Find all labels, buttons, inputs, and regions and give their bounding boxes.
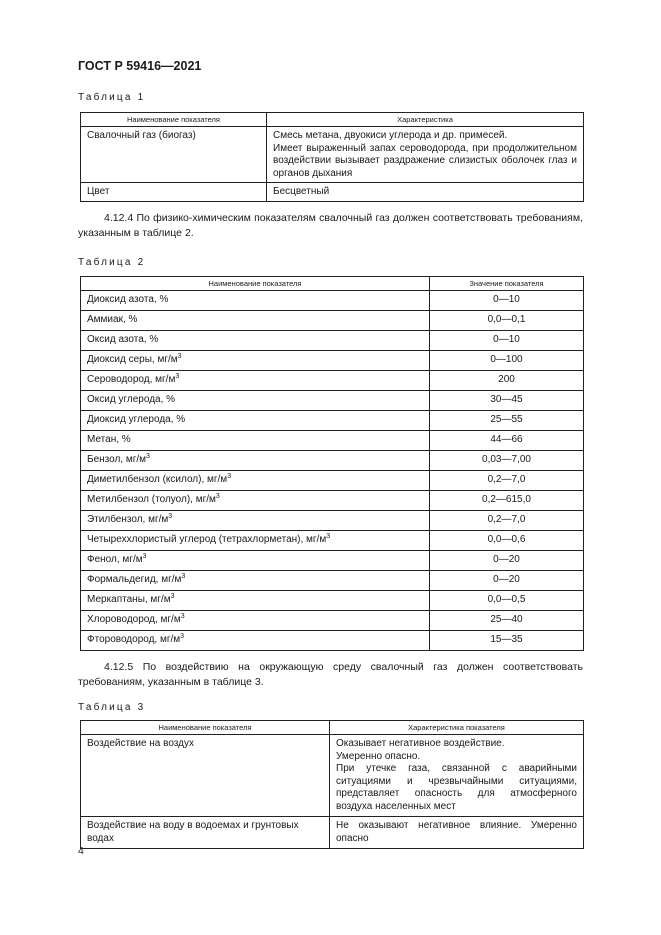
indicator-name-text: Диоксид углерода, % xyxy=(87,414,186,426)
indicator-name: Свалочный газ (биогаз) xyxy=(81,127,267,183)
table-row xyxy=(81,451,584,471)
indicator-value: 0—10 xyxy=(430,291,584,311)
table-row xyxy=(81,391,584,411)
table-row xyxy=(81,735,584,817)
indicator-name-text: Меркаптаны, мг/м xyxy=(87,594,171,606)
characteristic-cell xyxy=(267,127,584,183)
indicator-value: 25—40 xyxy=(430,611,584,631)
unit-exponent: 3 xyxy=(175,373,180,381)
table-1-label: Таблица 1 xyxy=(78,92,146,103)
unit-exponent: 3 xyxy=(168,513,173,521)
characteristic-line: Бесцветный xyxy=(273,186,330,197)
page-number: 4 xyxy=(78,845,84,857)
indicator-name: Воздействие на воду в водоемах и грунтовых водах xyxy=(81,817,330,849)
table-header-row xyxy=(81,277,584,291)
indicator-value: 0—20 xyxy=(430,571,584,591)
unit-exponent: 3 xyxy=(146,453,150,461)
unit-exponent: 3 xyxy=(227,473,232,481)
indicator-value: 0—10 xyxy=(430,331,584,351)
unit-exponent: 3 xyxy=(215,493,220,501)
indicator-name xyxy=(81,291,430,311)
table-row xyxy=(81,571,584,591)
indicator-name-text: Метилбензол (толуол), мг/м xyxy=(87,494,216,506)
indicator-name-text: Фтороводород, мг/м xyxy=(87,634,181,646)
indicator-value: 0,0—0,5 xyxy=(430,591,584,611)
paragraph-4-12-5: 4.12.5 По воздействию на окружающую среду свалочный газ должен соответствовать требованиям, указанным в таблице 3. xyxy=(78,661,583,688)
table-row xyxy=(81,611,584,631)
table-row xyxy=(81,411,584,431)
indicator-name-text: Хлороводород, мг/м xyxy=(87,614,181,626)
indicator-name xyxy=(81,331,430,351)
indicator-name-text: Диоксид азота, % xyxy=(87,294,169,306)
unit-exponent: 3 xyxy=(180,613,185,621)
unit-exponent: 3 xyxy=(326,533,331,541)
table-2-label: Таблица 2 xyxy=(78,257,146,268)
table-3-label: Таблица 3 xyxy=(78,702,146,713)
column-header: Наименование показателя xyxy=(81,113,267,127)
indicator-name: Воздействие на воздух xyxy=(81,735,330,817)
column-header: Характеристика xyxy=(267,113,584,127)
characteristic-cell xyxy=(330,817,584,849)
indicator-name xyxy=(81,591,430,611)
table-row xyxy=(81,471,584,491)
table-row xyxy=(81,591,584,611)
table-row xyxy=(81,291,584,311)
indicator-name-text: Диметилбензол (ксилол), мг/м xyxy=(87,474,228,486)
table-row xyxy=(81,371,584,391)
column-header: Значение показателя xyxy=(430,277,584,291)
indicator-value: 30—45 xyxy=(430,391,584,411)
indicator-name xyxy=(81,511,430,531)
indicator-value: 0,2—7,0 xyxy=(430,471,584,491)
indicator-value: 0—100 xyxy=(430,351,584,371)
characteristic-cell xyxy=(267,183,584,202)
table-header-row xyxy=(81,113,584,127)
indicator-name xyxy=(81,371,430,391)
indicator-name xyxy=(81,451,430,471)
indicator-value: 25—55 xyxy=(430,411,584,431)
table-row xyxy=(81,351,584,371)
indicator-name xyxy=(81,631,430,651)
indicator-name xyxy=(81,411,430,431)
table-row xyxy=(81,491,584,511)
standard-header: ГОСТ Р 59416—2021 xyxy=(78,59,202,73)
indicator-value: 44—66 xyxy=(430,431,584,451)
table-row xyxy=(81,331,584,351)
table-row xyxy=(81,551,584,571)
indicator-name xyxy=(81,491,430,511)
unit-exponent: 3 xyxy=(180,633,185,641)
table-row xyxy=(81,431,584,451)
table-row xyxy=(81,631,584,651)
table-3 xyxy=(80,720,584,849)
indicator-name xyxy=(81,311,430,331)
indicator-name xyxy=(81,431,430,451)
indicator-name xyxy=(81,571,430,591)
indicator-value: 0,2—7,0 xyxy=(430,511,584,531)
table-row xyxy=(81,817,584,849)
indicator-name-text: Оксид азота, % xyxy=(87,334,159,346)
indicator-name xyxy=(81,391,430,411)
indicator-value: 15—35 xyxy=(430,631,584,651)
characteristic-line: При утечке газа, связанной с аварийными ситуациями и чрезвычайными ситуациями, представляет опасность для атмосферного воздуха населенных мест xyxy=(336,763,577,812)
indicator-value: 200 xyxy=(430,371,584,391)
indicator-value: 0,2—615,0 xyxy=(430,491,584,511)
indicator-value: 0,03—7,00 xyxy=(430,451,584,471)
unit-exponent: 3 xyxy=(142,553,147,561)
indicator-value: 0—20 xyxy=(430,551,584,571)
indicator-name-text: Этилбензол, мг/м xyxy=(87,514,169,526)
characteristic-cell xyxy=(330,735,584,817)
indicator-value: 0,0—0,1 xyxy=(430,311,584,331)
indicator-name xyxy=(81,611,430,631)
table-row xyxy=(81,127,584,183)
indicator-name xyxy=(81,471,430,491)
table-row xyxy=(81,311,584,331)
characteristic-line: Умеренно опасно. xyxy=(336,750,421,762)
column-header: Наименование показателя xyxy=(81,721,330,735)
characteristic-line: Оказывает негативное воздействие. xyxy=(336,738,505,749)
table-row xyxy=(81,183,584,202)
indicator-name xyxy=(81,531,430,551)
characteristic-line: Не оказывают негативное влияние. Умеренно опасно xyxy=(336,820,577,844)
characteristic-line: Смесь метана, двуокиси углерода и др. примесей. xyxy=(273,130,508,141)
indicator-name xyxy=(81,551,430,571)
indicator-name-text: Бензол, мг/м xyxy=(87,454,147,466)
table-2 xyxy=(80,276,584,651)
table-row xyxy=(81,531,584,551)
indicator-name-text: Метан, % xyxy=(87,434,131,446)
indicator-name: Цвет xyxy=(81,183,267,202)
column-header: Наименование показателя xyxy=(81,277,430,291)
indicator-name-text: Фенол, мг/м xyxy=(87,554,143,566)
indicator-name-text: Аммиак, % xyxy=(87,314,138,326)
indicator-name-text: Сероводород, мг/м xyxy=(87,374,176,386)
indicator-name-text: Диоксид серы, мг/м xyxy=(87,354,178,366)
column-header: Характеристика показателя xyxy=(330,721,584,735)
indicator-name-text: Четыреххлористый углерод (тетрахлорметан), мг/м xyxy=(87,534,327,546)
table-1 xyxy=(80,112,584,202)
table-header-row xyxy=(81,721,584,735)
paragraph-4-12-4: 4.12.4 По физико-химическим показателям свалочный газ должен соответствовать требованиям, указанным в таблице 2. xyxy=(78,212,583,239)
indicator-value: 0,0—0,6 xyxy=(430,531,584,551)
table-2-body xyxy=(81,291,584,651)
characteristic-line: Имеет выраженный запах сероводорода, при продолжительном воздействии вызывает раздражение слизистых оболочек глаз и органов дыхания xyxy=(273,142,577,179)
unit-exponent: 3 xyxy=(170,593,175,601)
unit-exponent: 3 xyxy=(177,353,182,361)
indicator-name xyxy=(81,351,430,371)
table-row xyxy=(81,511,584,531)
indicator-name-text: Формальдегид, мг/м xyxy=(87,574,182,586)
unit-exponent: 3 xyxy=(181,573,186,581)
indicator-name-text: Оксид углерода, % xyxy=(87,394,176,406)
